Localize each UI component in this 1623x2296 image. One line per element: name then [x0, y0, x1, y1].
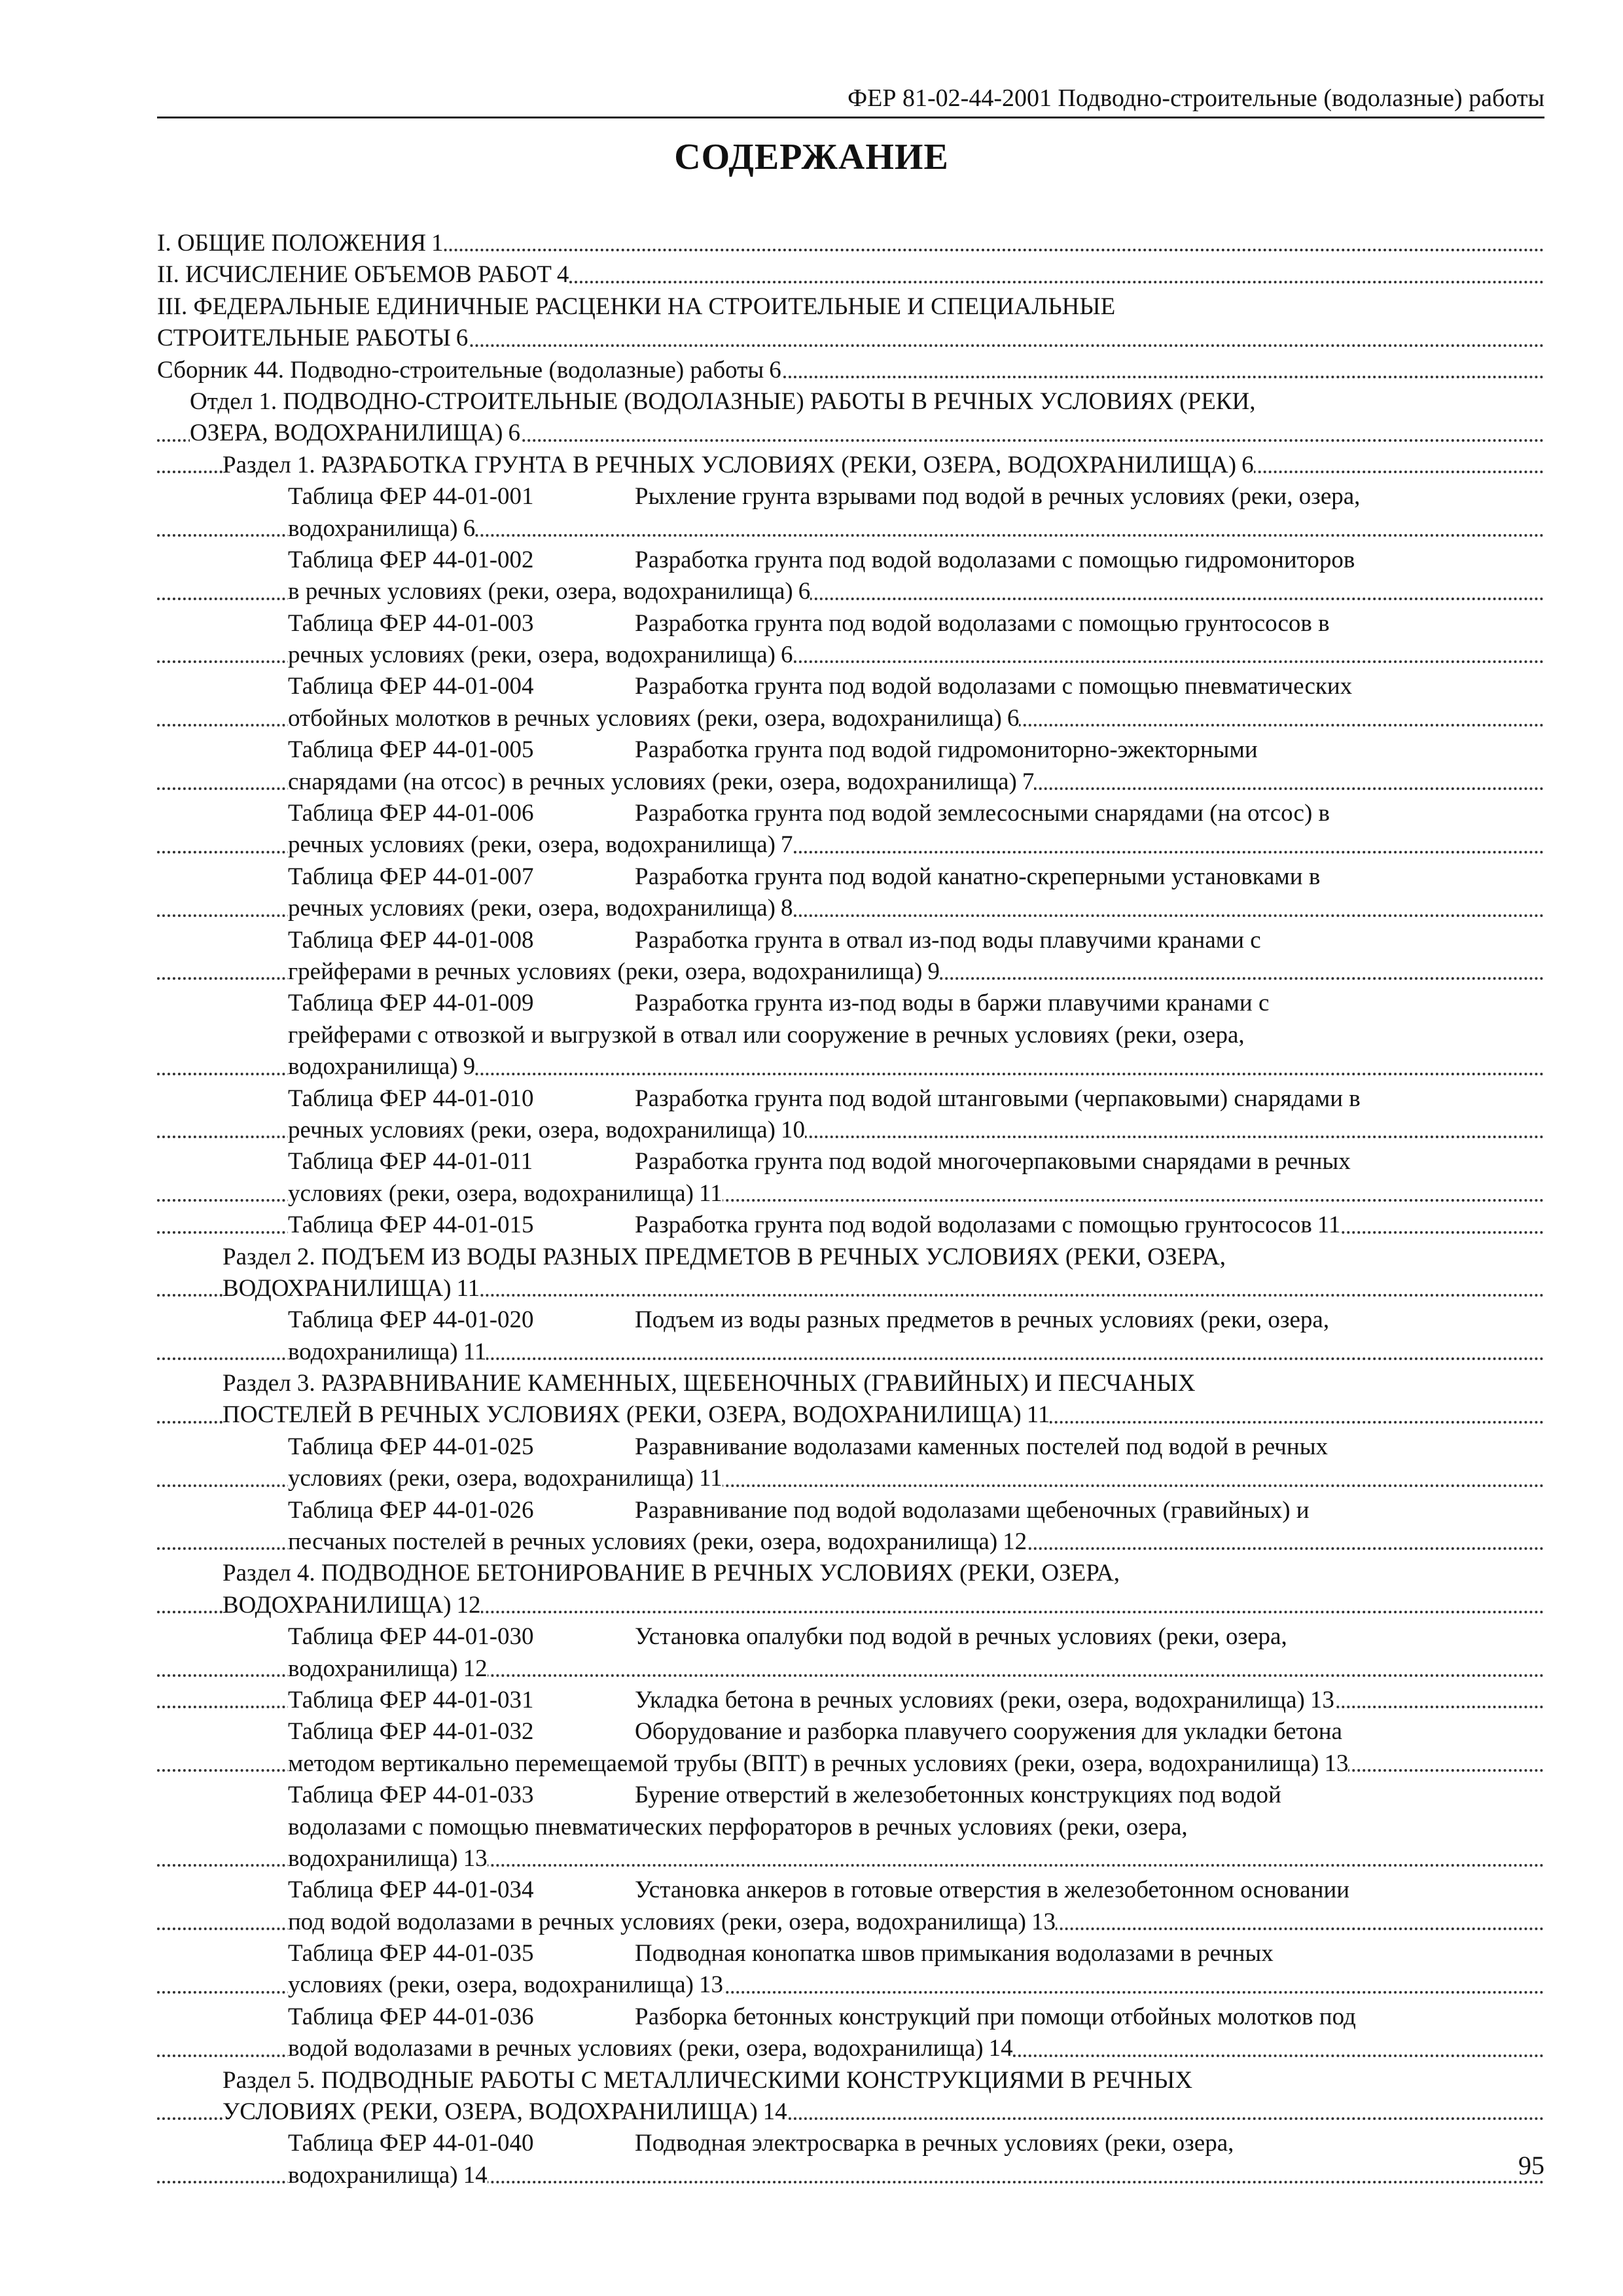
toc-entry-label [288, 736, 1258, 763]
toc-entry-label [288, 990, 1269, 1016]
toc-entry-text: условиях (реки, озера, водохранилища) [288, 1971, 694, 1999]
toc-table-code: Таблица ФЕР 44-01-007 [288, 861, 635, 893]
toc-entry-text: Разработка грунта в отвал из-под воды плавучими кранами с [635, 926, 1261, 954]
toc-entry-text: II. ИСЧИСЛЕНИЕ ОБЪЕМОВ РАБОТ [157, 261, 552, 289]
toc-page-number: 12 [452, 1592, 481, 1619]
toc-entry-label [288, 1211, 1312, 1238]
toc-entry[interactable] [157, 1590, 1544, 1621]
toc-entry[interactable] [157, 639, 1544, 671]
toc-entry-label [288, 1180, 694, 1207]
toc-entry-text: Разравнивание водолазами каменных постелей под водой в речных [635, 1433, 1329, 1460]
toc-entry-label [288, 1148, 1351, 1175]
page-number: 95 [1518, 2151, 1544, 2180]
toc-entry[interactable] [157, 481, 1544, 512]
toc-table-code: Таблица ФЕР 44-01-040 [288, 2128, 635, 2159]
page-title: СОДЕРЖАНИЕ [674, 137, 949, 177]
toc-table-code: Таблица ФЕР 44-01-011 [288, 1146, 635, 1177]
toc-entry-text: Разработка грунта под водой землесосными снарядами (на отсос) в [635, 800, 1330, 827]
toc-table-code: Таблица ФЕР 44-01-035 [288, 1938, 635, 1969]
toc-entry[interactable] [157, 1558, 1544, 1589]
toc-entry-text: Разработка грунта под водой водолазами с помощью грунтососов [635, 1211, 1312, 1239]
toc-entry-text: Рыхление грунта взрывами под водой в речных условиях (реки, озера, [635, 483, 1361, 511]
toc-entry-label [288, 2130, 1234, 2157]
toc-entry-text: Подводная конопатка швов примыкания водолазами в речных [635, 1940, 1274, 1967]
toc-entry-label [288, 1782, 1281, 1808]
toc-entry-text: водохранилища) [288, 1053, 458, 1081]
toc-page-number: 13 [1319, 1750, 1348, 1777]
toc-entry-label [223, 1401, 1022, 1428]
toc-entry[interactable] [157, 1431, 1544, 1463]
toc-entry-label [223, 1275, 452, 1302]
toc-entry-text: Разработка грунта под водой многочерпаковыми снарядами в речных [635, 1148, 1351, 1175]
toc-entry-text: Подводная электросварка в речных условиях (реки, озера, [635, 2130, 1234, 2157]
toc-entry-text: водохранилища) [288, 1844, 458, 1872]
toc-table-code: Таблица ФЕР 44-01-003 [288, 608, 635, 639]
toc-entry-text: условиях (реки, озера, водохранилища) [288, 1179, 694, 1207]
toc-table-code: Таблица ФЕР 44-01-025 [288, 1431, 635, 1463]
toc-entry-label [223, 1244, 1226, 1270]
toc-entry-text: ОЗЕРА, ВОДОХРАНИЛИЩА) [190, 420, 503, 447]
toc-page-number: 6 [503, 420, 520, 446]
toc-entry-label [288, 958, 922, 985]
toc-entry-text: Подъем из воды разных предметов в речных условиях (реки, озера, [635, 1306, 1330, 1334]
toc-entry-label [288, 1655, 458, 1682]
toc-entry[interactable] [157, 1969, 1544, 2001]
toc-page-number: 10 [776, 1117, 805, 1143]
toc-entry[interactable] [157, 2065, 1544, 2096]
toc-entry-text: отбойных молотков в речных условиях (реки, озера, водохранилища) [288, 704, 1002, 732]
toc-page-number: 13 [694, 1971, 723, 1998]
toc-entry-text: под водой водолазами в речных условиях (реки, озера, водохранилища) [288, 1908, 1026, 1935]
toc-entry[interactable] [157, 1685, 1544, 1716]
toc-entry[interactable] [157, 1178, 1544, 1210]
toc-entry[interactable] [157, 893, 1544, 924]
toc-table-code: Таблица ФЕР 44-01-036 [288, 2001, 635, 2033]
toc-entry-text: грейферами в речных условиях (реки, озера, водохранилища) [288, 958, 923, 985]
toc-entry[interactable] [157, 1051, 1544, 1083]
toc-entry-text: Установка анкеров в готовые отверстия в железобетонном основании [635, 1876, 1350, 1904]
toc-page-number: 9 [458, 1053, 476, 1080]
toc-entry-text: Установка опалубки под водой в речных условиях (реки, озера, [635, 1623, 1287, 1651]
toc-entry[interactable] [157, 1020, 1544, 1051]
toc-entry-text: водохранилища) [288, 2161, 458, 2189]
toc-entry[interactable] [157, 259, 1544, 291]
toc-entry[interactable] [157, 798, 1544, 829]
toc-table-code: Таблица ФЕР 44-01-033 [288, 1780, 635, 1811]
toc-entry[interactable] [157, 576, 1544, 607]
toc-entry-text: Разработка грунта под водой водолазами с помощью гидромониторов [635, 546, 1355, 573]
toc-entry-label [288, 578, 793, 605]
toc-entry-text: III. ФЕДЕРАЛЬНЫЕ ЕДИНИЧНЫЕ РАСЦЕНКИ НА СТРОИТЕЛЬНЫЕ И СПЕЦИАЛЬНЫЕ [157, 293, 1116, 320]
toc-entry-text: ПОСТЕЛЕЙ В РЕЧНЫХ УСЛОВИЯХ (РЕКИ, ОЗЕРА, ВОДОХРАНИЛИЩА) [223, 1401, 1022, 1429]
toc-entry-label [288, 1433, 1328, 1460]
toc-entry-label [288, 768, 1017, 795]
toc-entry-label [223, 452, 1236, 478]
toc-entry-label [288, 515, 458, 542]
toc-entry[interactable] [157, 1526, 1544, 1558]
table-of-contents [157, 228, 1544, 2191]
toc-entry[interactable] [157, 545, 1544, 576]
toc-entry[interactable] [157, 956, 1544, 988]
toc-entry-text: Разработка грунта под водой штанговыми (черпаковыми) снарядами в [635, 1085, 1361, 1112]
toc-entry-text: Отдел 1. ПОДВОДНО-СТРОИТЕЛЬНЫЕ (ВОДОЛАЗНЫЕ) РАБОТЫ В РЕЧНЫХ УСЛОВИЯХ (РЕКИ, [190, 387, 1256, 415]
toc-entry-text: водохранилища) [288, 1338, 458, 1365]
toc-entry[interactable] [157, 1938, 1544, 1969]
toc-table-code: Таблица ФЕР 44-01-001 [288, 481, 635, 512]
toc-table-code: Таблица ФЕР 44-01-026 [288, 1495, 635, 1526]
toc-entry-text: Разработка грунта под водой водолазами с помощью пневматических [635, 673, 1353, 700]
toc-entry-label [288, 927, 1261, 954]
toc-entry-label [157, 325, 451, 351]
toc-entry-label [288, 1814, 1188, 1840]
toc-entry[interactable] [157, 829, 1544, 861]
toc-entry-label [288, 800, 1330, 827]
toc-page-number: 7 [1017, 768, 1035, 795]
toc-entry-label [288, 1465, 694, 1492]
toc-entry-text: Укладка бетона в речных условиях (реки, озера, водохранилища) [635, 1686, 1305, 1713]
toc-page-number: 1 [426, 230, 444, 257]
toc-entry-label [288, 1022, 1245, 1049]
toc-entry-label [157, 357, 764, 384]
toc-page-number: 12 [997, 1528, 1027, 1555]
toc-entry-text: Оборудование и разборка плавучего сооружения для укладки бетона [635, 1718, 1342, 1746]
toc-entry-label [288, 1971, 694, 1998]
toc-entry-label [288, 1687, 1305, 1713]
toc-entry[interactable] [157, 1368, 1544, 1399]
toc-entry[interactable] [157, 386, 1544, 418]
toc-entry-text: водохранилища) [288, 514, 458, 542]
toc-entry-text: Разработка грунта из-под воды в баржи плавучими кранами с [635, 990, 1270, 1017]
toc-entry[interactable] [157, 1748, 1544, 1780]
toc-entry-label [157, 230, 426, 257]
toc-entry-text: речных условиях (реки, озера, водохранилища) [288, 641, 776, 669]
toc-entry-label [288, 641, 776, 668]
toc-table-code: Таблица ФЕР 44-01-030 [288, 1621, 635, 1653]
toc-page-number: 6 [1002, 705, 1020, 732]
toc-page-number: 6 [458, 515, 476, 542]
toc-table-code: Таблица ФЕР 44-01-010 [288, 1083, 635, 1115]
toc-table-code: Таблица ФЕР 44-01-006 [288, 798, 635, 829]
toc-entry[interactable] [157, 450, 1544, 481]
toc-entry-label [288, 1909, 1026, 1935]
toc-entry-text: УСЛОВИЯХ (РЕКИ, ОЗЕРА, ВОДОХРАНИЛИЩА) [223, 2098, 758, 2126]
toc-entry[interactable] [157, 2001, 1544, 2033]
toc-entry-label [288, 1117, 776, 1143]
toc-entry[interactable] [157, 1273, 1544, 1304]
toc-entry[interactable] [157, 323, 1544, 354]
toc-entry-label [190, 388, 1255, 415]
toc-entry[interactable] [157, 1210, 1544, 1241]
toc-page-number: 6 [451, 325, 469, 351]
toc-entry-label [157, 293, 1115, 320]
toc-entry[interactable] [157, 608, 1544, 639]
toc-entry-text: Раздел 5. ПОДВОДНЫЕ РАБОТЫ С МЕТАЛЛИЧЕСКИМИ КОНСТРУКЦИЯМИ В РЕЧНЫХ [223, 2066, 1193, 2094]
toc-entry-text: Разработка грунта под водой канатно-скреперными установками в [635, 863, 1321, 890]
toc-page-number: 6 [776, 641, 793, 668]
toc-entry[interactable] [157, 1716, 1544, 1748]
toc-entry[interactable] [157, 1874, 1544, 1906]
toc-entry[interactable] [157, 703, 1544, 734]
toc-page-number: 13 [1026, 1909, 1056, 1935]
toc-table-code: Таблица ФЕР 44-01-034 [288, 1874, 635, 1906]
toc-entry[interactable] [157, 925, 1544, 956]
toc-page-number: 6 [793, 578, 811, 605]
toc-entry-label [288, 673, 1352, 700]
toc-table-code: Таблица ФЕР 44-01-009 [288, 988, 635, 1019]
toc-entry-text: речных условиях (реки, озера, водохранилища) [288, 895, 776, 922]
toc-entry-label [288, 1940, 1274, 1967]
toc-entry[interactable] [157, 1780, 1544, 1811]
header-text: ФЕР 81-02-44-2001 Подводно-строительные (водолазные) работы [847, 84, 1544, 112]
toc-entry[interactable] [157, 1495, 1544, 1526]
toc-entry[interactable] [157, 513, 1544, 545]
toc-page-number: 11 [694, 1180, 722, 1207]
toc-page-number: 11 [1312, 1211, 1341, 1238]
toc-entry[interactable] [157, 355, 1544, 386]
toc-entry-label [288, 1750, 1319, 1777]
toc-entry-label [288, 547, 1355, 573]
toc-entry[interactable] [157, 988, 1544, 1019]
toc-entry-label [288, 2003, 1356, 2030]
toc-entry-text: Сборник 44. Подводно-строительные (водолазные) работы [157, 356, 764, 384]
toc-entry[interactable] [157, 1242, 1544, 1273]
toc-entry[interactable] [157, 2033, 1544, 2064]
toc-entry[interactable] [157, 418, 1544, 449]
toc-page-number: 4 [552, 261, 569, 288]
toc-entry[interactable] [157, 1907, 1544, 1938]
toc-entry-text: ВОДОХРАНИЛИЩА) [223, 1274, 452, 1302]
toc-entry-text: Раздел 3. РАЗРАВНИВАНИЕ КАМЕННЫХ, ЩЕБЕНОЧНЫХ (ГРАВИЙНЫХ) И ПЕСЧАНЫХ [223, 1370, 1196, 1397]
toc-entry-text: ВОДОХРАНИЛИЩА) [223, 1591, 452, 1619]
toc-entry-label [223, 2067, 1192, 2094]
toc-entry[interactable] [157, 671, 1544, 702]
toc-entry[interactable] [157, 1304, 1544, 1336]
toc-entry-text: Разравнивание под водой водолазами щебеночных (гравийных) и [635, 1496, 1310, 1524]
toc-entry-text: Раздел 2. ПОДЪЕМ ИЗ ВОДЫ РАЗНЫХ ПРЕДМЕТОВ В РЕЧНЫХ УСЛОВИЯХ (РЕКИ, ОЗЕРА, [223, 1243, 1226, 1270]
toc-entry-text: I. ОБЩИЕ ПОЛОЖЕНИЯ [157, 230, 427, 257]
toc-entry[interactable] [157, 2096, 1544, 2128]
toc-entry-text: Бурение отверстий в железобетонных конструкциях под водой [635, 1782, 1281, 1809]
toc-page-number: 11 [694, 1465, 722, 1492]
toc-entry-label [288, 1497, 1310, 1524]
toc-entry-text: песчаных постелей в речных условиях (реки, озера, водохранилища) [288, 1528, 998, 1556]
toc-page-number: 8 [776, 895, 793, 922]
toc-entry-label [190, 420, 503, 446]
toc-table-code: Таблица ФЕР 44-01-005 [288, 734, 635, 766]
toc-page-number: 13 [458, 1845, 488, 1872]
toc-entry[interactable] [157, 1146, 1544, 1177]
toc-table-code: Таблица ФЕР 44-01-004 [288, 671, 635, 702]
toc-page-number: 14 [758, 2098, 787, 2125]
toc-entry-text: водохранилища) [288, 1655, 458, 1682]
toc-entry-label [288, 1338, 458, 1365]
toc-entry[interactable] [157, 1336, 1544, 1368]
toc-entry[interactable] [157, 2160, 1544, 2191]
toc-entry-label [223, 1560, 1120, 1587]
toc-entry-label [288, 1053, 458, 1080]
toc-entry-text: речных условиях (реки, озера, водохранилища) [288, 1116, 776, 1143]
toc-entry-text: речных условиях (реки, озера, водохранилища) [288, 831, 776, 859]
toc-entry[interactable] [157, 1115, 1544, 1146]
toc-page-number: 9 [922, 958, 940, 985]
toc-page-number: 7 [776, 831, 793, 858]
toc-entry-label [288, 1876, 1349, 1903]
toc-page-number: 11 [1022, 1401, 1050, 1428]
toc-entry[interactable] [157, 1399, 1544, 1431]
toc-entry-text: условиях (реки, озера, водохранилища) [288, 1465, 694, 1492]
toc-entry-text: Раздел 1. РАЗРАБОТКА ГРУНТА В РЕЧНЫХ УСЛОВИЯХ (РЕКИ, ОЗЕРА, ВОДОХРАНИЛИЩА) [223, 451, 1237, 478]
toc-entry[interactable] [157, 1812, 1544, 1843]
toc-entry-label [288, 610, 1330, 637]
toc-entry-text: Разработка грунта под водой гидромониторно-эжекторными [635, 736, 1258, 764]
toc-entry-label [288, 1845, 458, 1872]
toc-entry-label [288, 831, 776, 858]
toc-entry-label [288, 2162, 458, 2189]
toc-page-number: 11 [452, 1275, 480, 1302]
toc-entry-label [288, 1085, 1361, 1112]
toc-entry[interactable] [157, 2128, 1544, 2159]
toc-entry-label [223, 1370, 1195, 1397]
toc-entry[interactable] [157, 1653, 1544, 1685]
toc-table-code: Таблица ФЕР 44-01-031 [288, 1685, 635, 1716]
toc-entry-text: СТРОИТЕЛЬНЫЕ РАБОТЫ [157, 325, 451, 352]
running-header [157, 77, 1544, 118]
toc-entry-text: Разработка грунта под водой водолазами с помощью грунтососов в [635, 609, 1330, 637]
toc-page-number: 6 [764, 357, 781, 384]
toc-entry-label [288, 2035, 984, 2062]
toc-entry-label [288, 1623, 1287, 1650]
toc-table-code: Таблица ФЕР 44-01-015 [288, 1210, 635, 1241]
toc-entry-label [157, 261, 552, 288]
toc-entry[interactable] [157, 1621, 1544, 1653]
toc-entry-text: грейферами с отвозкой и выгрузкой в отвал или сооружение в речных условиях (реки, озера, [288, 1021, 1245, 1049]
toc-entry-label [288, 895, 776, 922]
toc-entry[interactable] [157, 1083, 1544, 1115]
toc-table-code: Таблица ФЕР 44-01-008 [288, 925, 635, 956]
toc-entry[interactable] [157, 766, 1544, 798]
toc-page-number: 14 [458, 2162, 488, 2189]
toc-entry-text: в речных условиях (реки, озера, водохранилища) [288, 578, 793, 605]
toc-entry-label [288, 1528, 997, 1555]
toc-page-number: 12 [458, 1655, 488, 1682]
toc-entry-text: снарядами (на отсос) в речных условиях (реки, озера, водохранилища) [288, 768, 1017, 795]
toc-entry[interactable] [157, 861, 1544, 893]
toc-page-number: 6 [1236, 452, 1254, 478]
toc-table-code: Таблица ФЕР 44-01-002 [288, 545, 635, 576]
toc-entry[interactable] [157, 1463, 1544, 1494]
toc-entry-label [288, 1306, 1329, 1333]
toc-entry[interactable] [157, 1843, 1544, 1874]
toc-entry-text: водой водолазами в речных условиях (реки, озера, водохранилища) [288, 2035, 984, 2062]
toc-entry-label [223, 1592, 452, 1619]
toc-entry-label [288, 705, 1002, 732]
toc-page-number: 13 [1305, 1687, 1334, 1713]
toc-entry-text: методом вертикально перемещаемой трубы (ВПТ) в речных условиях (реки, озера, водохранилища) [288, 1749, 1319, 1777]
toc-entry[interactable] [157, 228, 1544, 259]
toc-entry-label [223, 2098, 758, 2125]
toc-entry-label [288, 863, 1320, 890]
toc-entry-text: Разборка бетонных конструкций при помощи отбойных молотков под [635, 2003, 1356, 2030]
toc-page-number: 11 [458, 1338, 487, 1365]
toc-page-number: 14 [984, 2035, 1013, 2062]
toc-entry-label [288, 483, 1360, 510]
toc-entry[interactable] [157, 291, 1544, 323]
toc-entry[interactable] [157, 734, 1544, 766]
toc-table-code: Таблица ФЕР 44-01-032 [288, 1716, 635, 1748]
toc-table-code: Таблица ФЕР 44-01-020 [288, 1304, 635, 1336]
toc-entry-label [288, 1718, 1342, 1745]
toc-entry-text: водолазами с помощью пневматических перфораторов в речных условиях (реки, озера, [288, 1813, 1188, 1840]
toc-entry-text: Раздел 4. ПОДВОДНОЕ БЕТОНИРОВАНИЕ В РЕЧНЫХ УСЛОВИЯХ (РЕКИ, ОЗЕРА, [223, 1560, 1120, 1587]
